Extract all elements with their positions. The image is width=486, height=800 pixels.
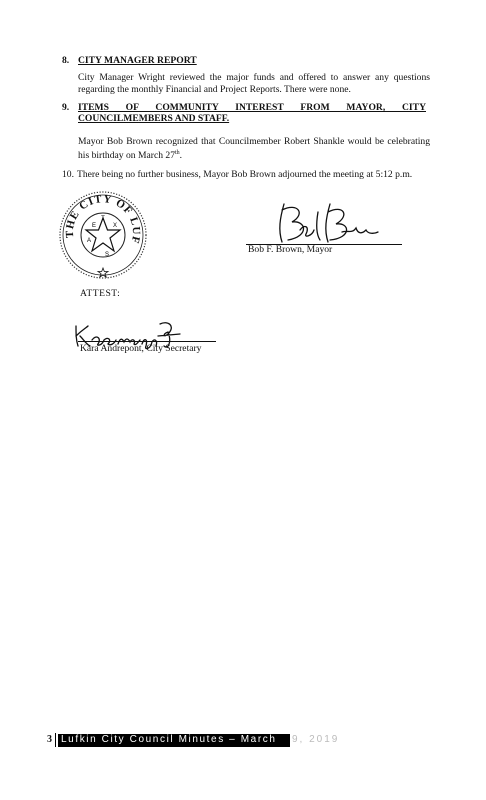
section-10-body: There being no further business, Mayor Bob Brown adjourned the meeting at 5:12 p.m. [77,169,413,180]
svg-text:THE CITY OF LUFKIN [58,190,142,245]
seal-letter-e: E [91,223,97,229]
page-number: 3 [47,734,52,745]
footer-title: Lufkin City Council Minutes – March [61,734,277,745]
section-8-body: City Manager Wright reviewed the major funds and offered to answer any questions regarding the monthly Financial and Project Reports. There were none. [78,72,430,95]
attest-label: ATTEST: [80,288,121,299]
section-9-heading-line2: COUNCILMEMBERS AND STAFF. [78,113,230,124]
seal-letter-s: S [104,252,110,258]
footer-date-tail: 9, 2019 [292,734,340,745]
seal-letter-x: X [112,223,118,229]
section-10-number: 10. [62,169,74,180]
city-seal-icon [58,190,148,280]
city-seal [58,190,148,280]
section-9-number: 9. [62,102,70,113]
section-8-number: 8. [62,55,70,66]
seal-arc-text: THE CITY OF LUF [63,193,143,246]
section-8-heading: CITY MANAGER REPORT [78,55,197,66]
section-9-body-text: Mayor Bob Brown recognized that Councilmember Robert Shankle would be celebrating his birthday on March 27 [78,136,430,161]
secretary-signature-line [78,341,216,342]
secretary-name-line: Kara Andrepont, City Secretary [80,343,202,354]
section-9-body: Mayor Bob Brown recognized that Councilmember Robert Shankle would be celebrating his birthday on March 27th. [78,136,430,161]
seal-letter-a: A [86,238,92,244]
seal-letter-t: T [101,216,105,222]
section-9-heading-line1: ITEMS OF COMMUNITY INTEREST FROM MAYOR, CITY [78,102,426,113]
footer-separator [55,733,56,747]
mayor-name-line: Bob F. Brown, Mayor [248,244,333,255]
mayor-signature-image [270,200,400,248]
